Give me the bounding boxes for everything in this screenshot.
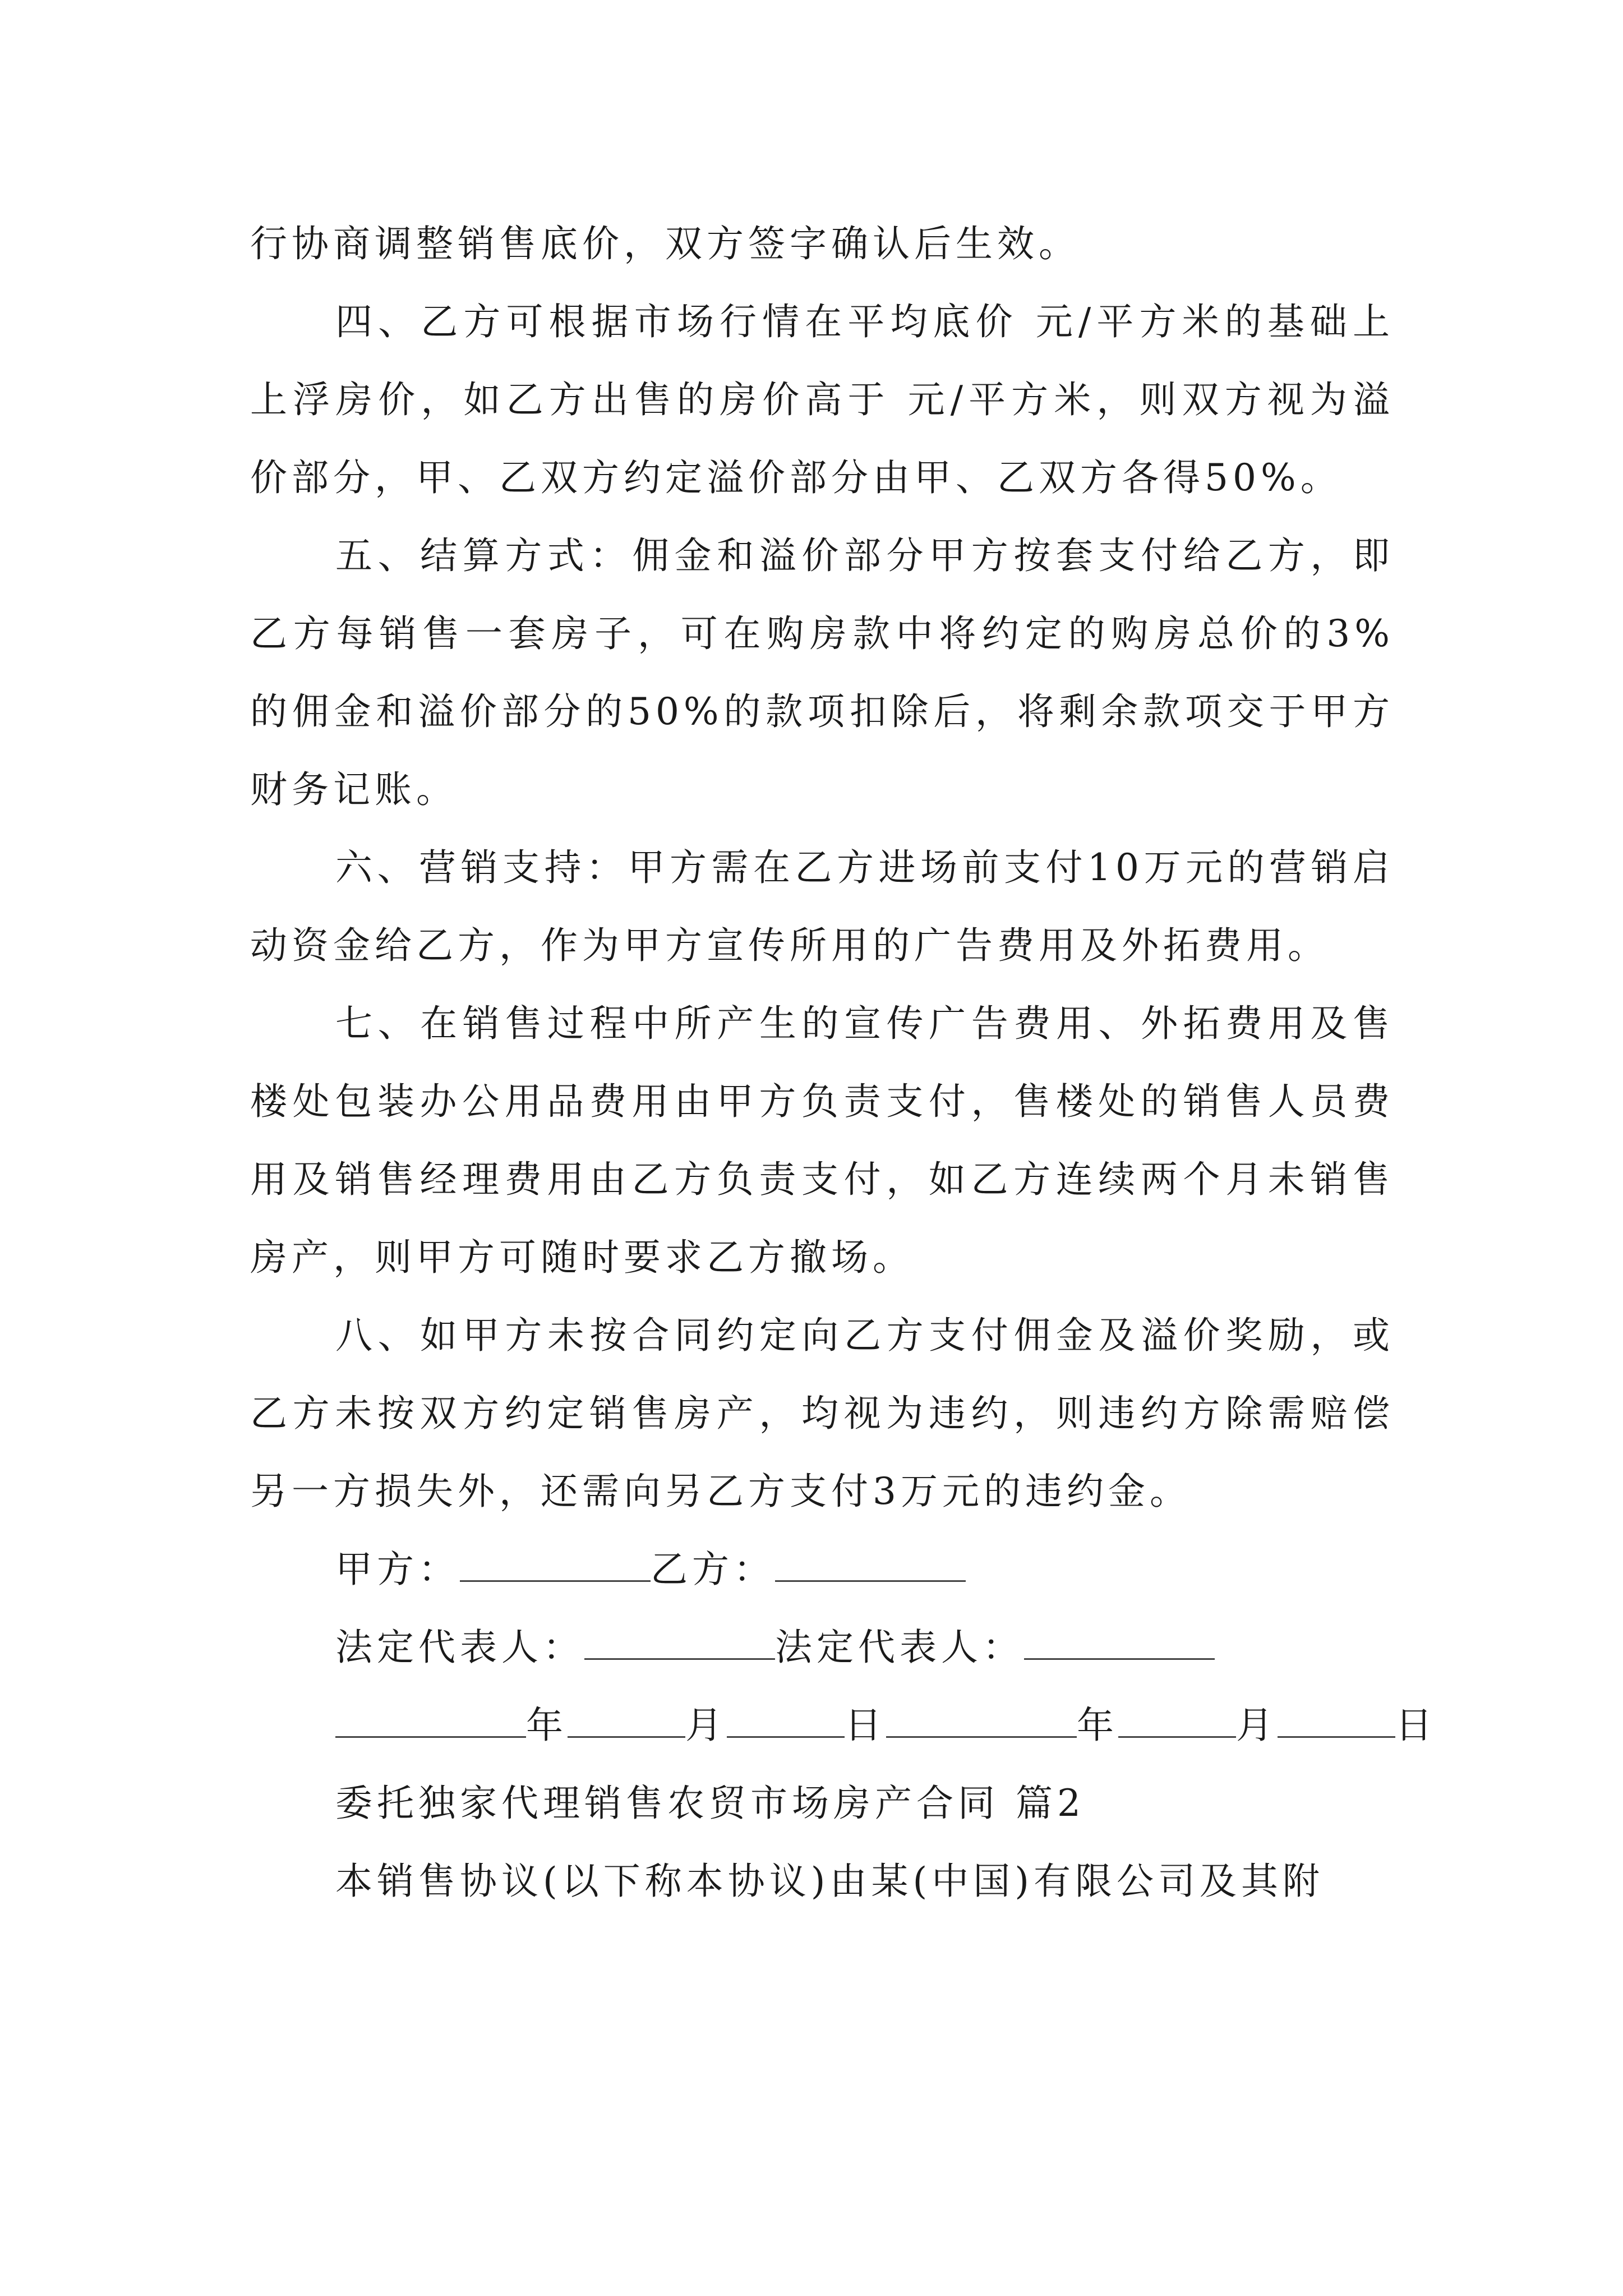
party-b-label: 乙方： [651, 1548, 775, 1591]
date-a-month-label: 月 [685, 1704, 727, 1747]
date-b-month-blank [1118, 1706, 1236, 1738]
date-a-year-label: 年 [526, 1704, 568, 1747]
date-b-month-label: 月 [1236, 1704, 1278, 1747]
paragraph-clause-4: 四、乙方可根据市场行情在平均底价 元/平方米的基础上上浮房价，如乙方出售的房价高于 元/平方米，则双方视为溢价部分，甲、乙双方约定溢价部分由甲、乙双方各得50%。 [250, 300, 1394, 499]
rep-b-label: 法定代表人： [775, 1626, 1024, 1669]
date-a-year-blank [335, 1706, 526, 1738]
date-a-day-label: 日 [845, 1704, 886, 1747]
rep-a-label: 法定代表人： [335, 1626, 584, 1669]
signature-representatives-line [250, 1608, 1394, 1686]
paragraph-clause-6: 六、营销支持：甲方需在乙方进场前支付10万元的营销启动资金给乙方，作为甲方宣传所用的广告费用及外拓费用。 [250, 846, 1394, 967]
rep-a-blank [584, 1628, 775, 1660]
date-a-day-blank [727, 1706, 845, 1738]
paragraph-clause-7: 七、在销售过程中所产生的宣传广告费用、外拓费用及售楼处包装办公用品费用由甲方负责支付，售楼处的销售人员费用及销售经理费用由乙方负责支付，如乙方连续两个月未销售房产，则甲方可随时要求乙方撤场。 [250, 1002, 1394, 1279]
signature-date-line [250, 1686, 1437, 1764]
rep-b-blank [1024, 1628, 1215, 1660]
paragraph-clause-8: 八、如甲方未按合同约定向乙方支付佣金及溢价奖励，或乙方未按双方约定销售房产，均视为违约，则违约方除需赔偿另一方损失外，还需向另乙方支付3万元的违约金。 [250, 1314, 1394, 1513]
date-b-year-label: 年 [1077, 1704, 1118, 1747]
date-b-day-label: 日 [1395, 1704, 1437, 1747]
paragraph-clause-5: 五、结算方式：佣金和溢价部分甲方按套支付给乙方，即乙方每销售一套房子，可在购房款中将约定的购房总价的3%的佣金和溢价部分的50%的款项扣除后，将剩余款项交于甲方财务记账。 [250, 534, 1394, 811]
paragraph-continuation: 行协商调整销售底价，双方签字确认后生效。 [250, 222, 1080, 265]
party-a-blank [460, 1550, 651, 1582]
signature-parties-line [250, 1530, 1394, 1608]
date-a-month-blank [568, 1706, 685, 1738]
contract-body [250, 205, 1437, 1920]
date-b-day-blank [1278, 1706, 1395, 1738]
intro-paragraph: 本销售协议(以下称本协议)由某(中国)有限公司及其附 [335, 1860, 1324, 1903]
party-b-blank [775, 1550, 966, 1582]
section-heading: 委托独家代理销售农贸市场房产合同 篇2 [335, 1782, 1085, 1825]
date-b-year-blank [886, 1706, 1077, 1738]
party-a-label: 甲方： [335, 1548, 460, 1591]
